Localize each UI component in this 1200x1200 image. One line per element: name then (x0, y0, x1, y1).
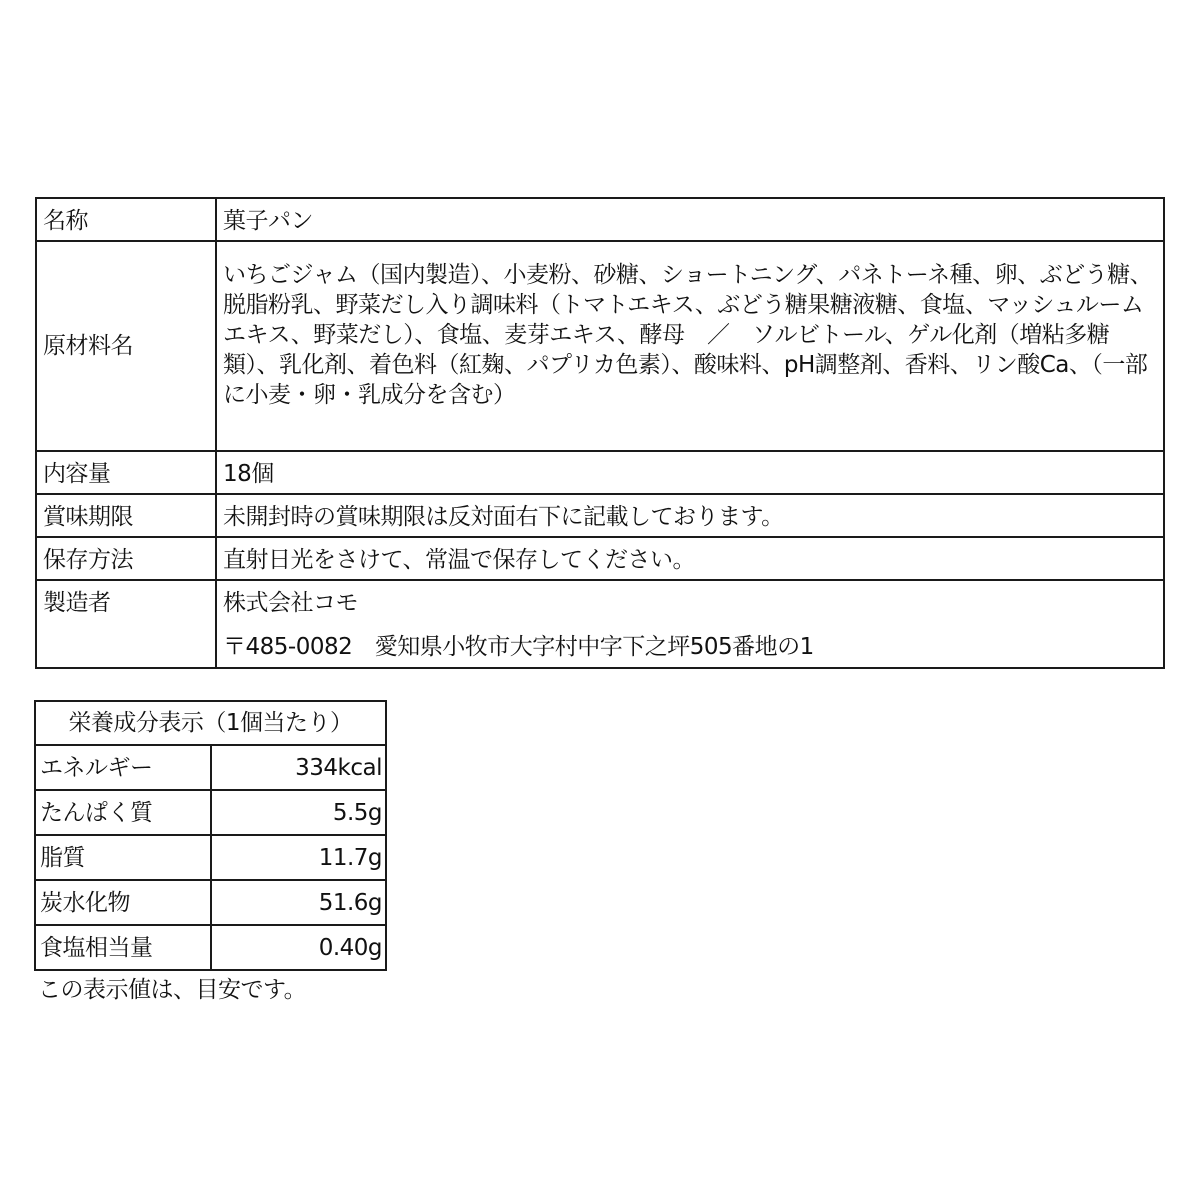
nutrition-footnote: この表示値は、目安です。 (38, 977, 307, 1003)
label-key: 賞味期限 (36, 494, 216, 537)
nutrient-value: 11.7g (211, 835, 387, 880)
nutrient-name: 炭水化物 (35, 880, 211, 925)
label-key: 原材料名 (36, 241, 216, 451)
nutrient-value: 0.40g (211, 925, 387, 970)
label-row-contents (36, 451, 1164, 494)
label-row-best-before (36, 494, 1164, 537)
label-value: 菓子パン (216, 198, 1164, 241)
nutrition-facts-table (34, 700, 387, 971)
nutrition-row-protein (35, 790, 386, 835)
label-key: 保存方法 (36, 537, 216, 580)
label-key: 内容量 (36, 451, 216, 494)
label-row-storage (36, 537, 1164, 580)
nutrition-header-row (35, 701, 386, 745)
label-row-ingredients (36, 241, 1164, 451)
nutrition-title: 栄養成分表示（1個当たり） (35, 701, 386, 745)
manufacturer-address: 〒485-0082 愛知県小牧市大字村中字下之坪505番地の1 (223, 634, 814, 660)
nutrient-name: エネルギー (35, 745, 211, 790)
nutrient-value: 51.6g (211, 880, 387, 925)
nutrient-value: 5.5g (211, 790, 387, 835)
product-label-table (35, 197, 1165, 669)
nutrition-row-salt (35, 925, 386, 970)
nutrient-name: 食塩相当量 (35, 925, 211, 970)
nutrient-name: たんぱく質 (35, 790, 211, 835)
label-row-manufacturer (36, 580, 1164, 668)
label-key: 製造者 (36, 580, 216, 668)
nutrition-row-energy (35, 745, 386, 790)
nutrient-name: 脂質 (35, 835, 211, 880)
label-key: 名称 (36, 198, 216, 241)
ingredients-text: いちごジャム（国内製造）、小麦粉、砂糖、ショートニング、パネトーネ種、卵、ぶどう糖、脱脂粉乳、野菜だし入り調味料（トマトエキス、ぶどう糖果糖液糖、食塩、マッシュルームエキス、野菜だし）、食塩、麦芽エキス、酵母 ／ ソルビトール、ゲル化剤（増粘多糖類）、乳化剤、着色料（紅麹、パプリカ色素）、酸味料、pH調整剤、香料、リン酸Ca、（一部に小麦・卵・乳成分を含む） (216, 241, 1164, 451)
label-row-product-name (36, 198, 1164, 241)
label-value: 18個 (216, 451, 1164, 494)
label-value: 未開封時の賞味期限は反対面右下に記載しております。 (216, 494, 1164, 537)
nutrition-row-fat (35, 835, 386, 880)
manufacturer-name: 株式会社コモ (223, 590, 358, 616)
label-value: 直射日光をさけて、常温で保存してください。 (216, 537, 1164, 580)
nutrient-value: 334kcal (211, 745, 387, 790)
nutrition-row-carbohydrate (35, 880, 386, 925)
manufacturer-cell (216, 580, 1164, 668)
